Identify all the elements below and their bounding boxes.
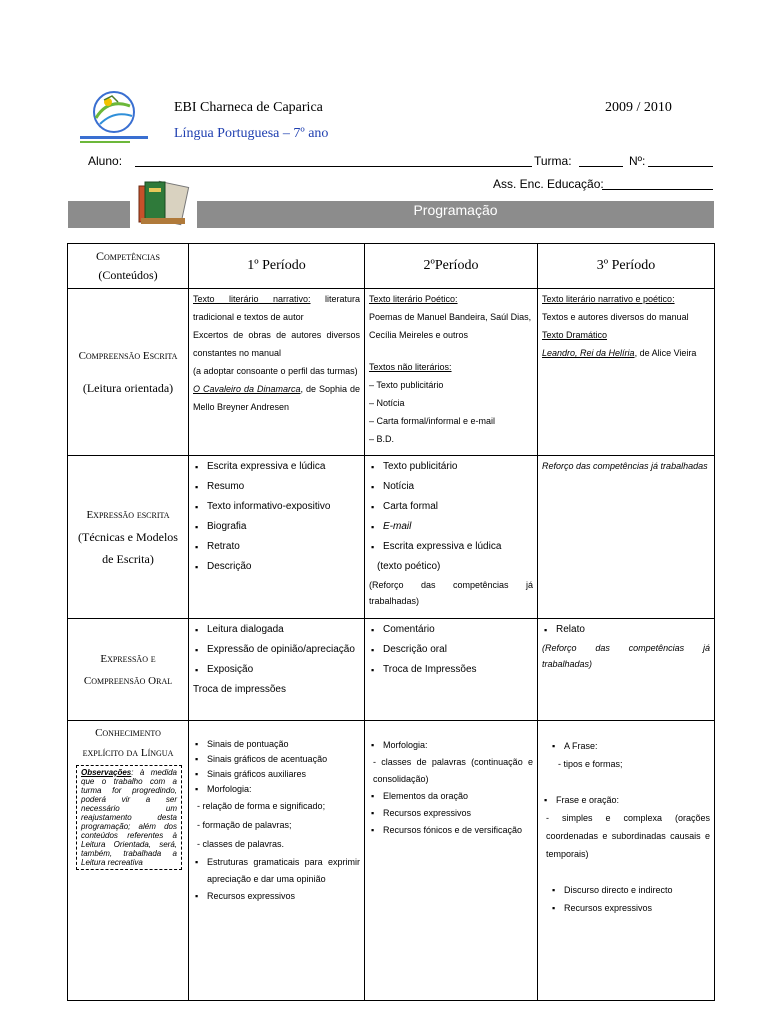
table-row	[68, 619, 715, 721]
list-item: ▪ Morfologia:	[193, 782, 360, 797]
header-competencias: Competências (Conteúdos)	[68, 244, 189, 289]
list-item: ▪ Estruturas gramaticais para exprimir apreciação e dar uma opinião	[193, 854, 360, 888]
cell-r4-p1: ▪ Sinais de pontuação ▪ Sinais gráficos de acentuação ▪ Sinais gráficos auxiliares ▪ Morfologia: - relação de forma e significado; - formação de palavras; - classes de palavras. ▪ Estruturas gramaticais para exprimir apreciação e dar uma opinião ▪ Recursos expressivos	[189, 721, 365, 1001]
numero-input-line[interactable]	[648, 166, 713, 167]
observations-box: Observações: à medida que o trabalho com a turma for progredindo, poderá vir a ser necessário um reajustamento desta programação; além dos conteúdos referentes à Leitura Orientada, será, também, trabalhada a Leitura recreativa	[76, 765, 182, 870]
list-item: ▪ E-mail	[369, 517, 533, 537]
turma-label: Turma:	[534, 154, 572, 168]
cell-r2-p2: ▪ Texto publicitário ▪ Notícia ▪ Carta formal ▪ E-mail ▪ Escrita expressiva e lúdica (texto poético) (Reforço das competências já trabalhadas)	[365, 456, 538, 619]
school-logo	[78, 88, 150, 148]
numero-label: Nº:	[629, 154, 646, 168]
row-label-compreensao-escrita: Compreensão Escrita (Leitura orientada)	[68, 289, 189, 456]
list-item: ▪ Recursos expressivos	[193, 888, 360, 905]
subject-title: Língua Portuguesa – 7º ano	[174, 126, 329, 141]
turma-input-line[interactable]	[579, 166, 623, 167]
title-bar-left	[68, 201, 130, 228]
list-item: ▪ A Frase:	[550, 737, 710, 755]
table-row	[68, 289, 715, 456]
aluno-input-line[interactable]	[135, 166, 532, 167]
list-item: ▪ Relato	[542, 620, 710, 640]
program-table	[67, 243, 715, 1001]
school-name: EBI Charneca de Caparica	[174, 100, 323, 115]
list-item: ▪ Texto publicitário	[369, 457, 533, 477]
cell-r2-p1	[189, 456, 365, 619]
cell-r4-p2: ▪ Morfologia: - classes de palavras (continuação e consolidação) ▪ Elementos da oração ▪ Recursos expressivos ▪ Recursos fónicos e de versificação	[365, 721, 538, 1001]
list-item: ▪ Recursos expressivos	[550, 899, 710, 917]
cell-r3-p2	[365, 619, 538, 721]
list-item: ▪ Texto informativo-expositivo	[193, 497, 360, 517]
list-item: ▪ Carta formal	[369, 497, 533, 517]
list-item: ▪ Retrato	[193, 537, 360, 557]
section-title: Programação	[197, 201, 714, 228]
list-item: ▪ Morfologia:	[369, 737, 533, 754]
table-row	[68, 456, 715, 619]
list-item: ▪ Expressão de opinião/apreciação	[193, 640, 360, 660]
cell-r1-p2: Texto literário Poético: Poemas de Manuel Bandeira, Saúl Dias, Cecília Meireles e outros Textos não literários: – Texto publicitário – Notícia – Carta formal/informal e e-mail – B.D.	[365, 289, 538, 456]
list-item: ▪ Sinais gráficos auxiliares	[193, 767, 360, 782]
ass-input-line[interactable]	[602, 189, 713, 190]
list-item: ▪ Descrição	[193, 557, 360, 577]
list-item: ▪ Notícia	[369, 477, 533, 497]
row-label-conhecimento: Conhecimento explícito da Língua Observações: à medida que o trabalho com a turma for progredindo, poderá vir a ser necessário um reajustamento desta programação; além dos conteúdos referentes à Leitura Orientada, será, também, trabalhada a Leitura recreativa	[68, 721, 189, 1001]
ass-label: Ass. Enc. Educação:	[493, 177, 604, 191]
list-item: ▪ Discurso directo e indirecto	[550, 881, 710, 899]
row-label-expressao-escrita: Expressão escrita (Técnicas e Modelos de Escrita)	[68, 456, 189, 619]
row-label-expressao-oral: Expressão e Compreensão Oral	[68, 619, 189, 721]
list-item: ▪ Resumo	[193, 477, 360, 497]
list-item: ▪ Comentário	[369, 620, 533, 640]
school-year: 2009 / 2010	[605, 100, 672, 115]
cell-r3-p1: ▪ Leitura dialogada ▪ Expressão de opinião/apreciação ▪ Exposição Troca de impressões	[189, 619, 365, 721]
list-item: ▪ Leitura dialogada	[193, 620, 360, 640]
aluno-label: Aluno:	[88, 154, 123, 168]
cell-r3-p3: ▪ Relato (Reforço das competências já trabalhadas)	[538, 619, 715, 721]
cell-r1-p1: Texto literário narrativo: literatura tradicional e textos de autor Excertos de obras de autores diversos constantes no manual (a adoptar consoante o perfil das turmas) O Cavaleiro da Dinamarca, de Sophia de Mello Breyner Andresen	[189, 289, 365, 456]
list-item: ▪ Recursos expressivos	[369, 805, 533, 822]
list-item: ▪ Biografia	[193, 517, 360, 537]
list-item: ▪ Descrição oral	[369, 640, 533, 660]
cell-r2-p3: Reforço das competências já trabalhadas	[538, 456, 715, 619]
table-row	[68, 721, 715, 1001]
cell-r4-p3: ▪ A Frase: - tipos e formas; ▪ Frase e oração: - simples e complexa (orações coordenadas e subordinadas causais e temporais) ▪ Discurso directo e indirecto ▪ Recursos expressivos	[538, 721, 715, 1001]
list-item: ▪ Recursos fónicos e de versificação	[369, 822, 533, 839]
list-item: ▪ Sinais de pontuação	[193, 737, 360, 752]
list-item: ▪ Elementos da oração	[369, 788, 533, 805]
list-item: ▪ Exposição	[193, 660, 360, 680]
books-icon	[135, 178, 191, 228]
list-item: ▪ Escrita expressiva e lúdica	[193, 457, 360, 477]
table-header-row	[68, 244, 715, 289]
list-item: ▪ Frase e oração:	[542, 791, 710, 809]
list-item: ▪ Sinais gráficos de acentuação	[193, 752, 360, 767]
cell-r1-p3: Texto literário narrativo e poético: Textos e autores diversos do manual Texto Dramático Leandro, Rei da Helíria, de Alice Vieira	[538, 289, 715, 456]
list-item: ▪ Troca de Impressões	[369, 660, 533, 680]
header-periodo-3: 3º Período	[538, 244, 715, 289]
list-item: ▪ Escrita expressiva e lúdica	[369, 537, 533, 557]
header-periodo-2: 2ºPeríodo	[365, 244, 538, 289]
header-periodo-1: 1º Período	[189, 244, 365, 289]
